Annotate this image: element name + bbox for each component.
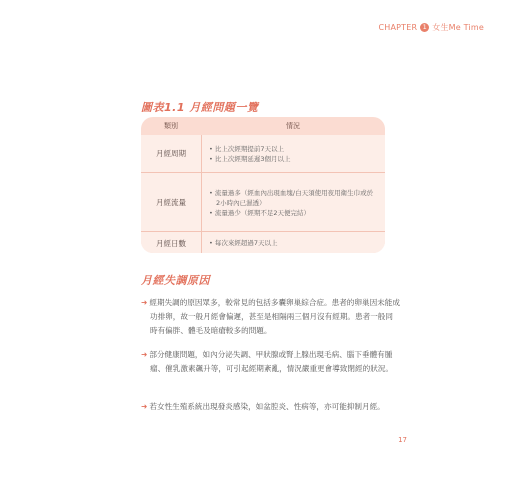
- arrow-icon: ➜: [141, 298, 148, 307]
- detail-item: • 每次來經超過7天以上: [209, 239, 278, 247]
- arrow-icon: ➜: [141, 402, 148, 411]
- row-details: [201, 232, 385, 253]
- paragraph-text: 經期失調的原因眾多，較常見的包括多囊卵巢綜合症。患者的卵巢因未能成功排卵，故一般月經會偏遲，甚至是相隔兩三個月沒有經期。患者一般同時有偏胖、體毛及暗瘡較多的問題。: [149, 298, 400, 335]
- detail-item: • 比上次經期提前7天以上: [209, 144, 285, 153]
- paragraph-text: 部分健康問題，如內分泌失調、甲狀腺或腎上腺出現毛病、腦下垂體有腫瘤、催乳激素飆升等，可引起經期紊亂，情況嚴重更會導致閉經的狀況。: [149, 350, 393, 373]
- table-title: 圖表1.1 月經問題一覽: [141, 101, 259, 114]
- chapter-label: CHAPTER: [378, 23, 418, 32]
- detail-item: • 流量過多（經血內出現血塊/白天須使用夜用衛生巾或於2小時內已濕透）: [209, 188, 374, 207]
- page-number: 17: [398, 436, 407, 444]
- section-title: 月經失調原因: [141, 274, 210, 287]
- chapter-header: [378, 22, 484, 33]
- cause-paragraph: [141, 400, 400, 414]
- chapter-title: 女生Me Time: [432, 23, 484, 32]
- table-body: [141, 135, 385, 253]
- paragraph-text: 若女性生殖系統出現發炎感染，如盆腔炎、性病等，亦可能抑制月經。: [149, 402, 385, 411]
- column-header-category: 類別: [164, 122, 178, 130]
- chapter-number-badge: 1: [420, 23, 429, 32]
- column-header-status: 情況: [286, 122, 300, 130]
- table-row: [141, 231, 385, 253]
- detail-item: • 流量過少（經期不足2天便完結）: [209, 208, 311, 217]
- row-details: [201, 135, 385, 172]
- row-category: 月經周期: [156, 149, 186, 158]
- row-category: 月經流量: [156, 198, 186, 207]
- table-row: [141, 135, 385, 172]
- row-category: 月經日數: [156, 238, 186, 248]
- cause-paragraph: [141, 348, 400, 376]
- detail-item: • 比上次經期延遲3個月以上: [209, 154, 291, 163]
- cause-paragraph: [141, 296, 400, 338]
- table-row: [141, 172, 385, 232]
- row-details: [201, 173, 385, 232]
- arrow-icon: ➜: [141, 350, 148, 359]
- menstrual-problems-table: [141, 117, 385, 253]
